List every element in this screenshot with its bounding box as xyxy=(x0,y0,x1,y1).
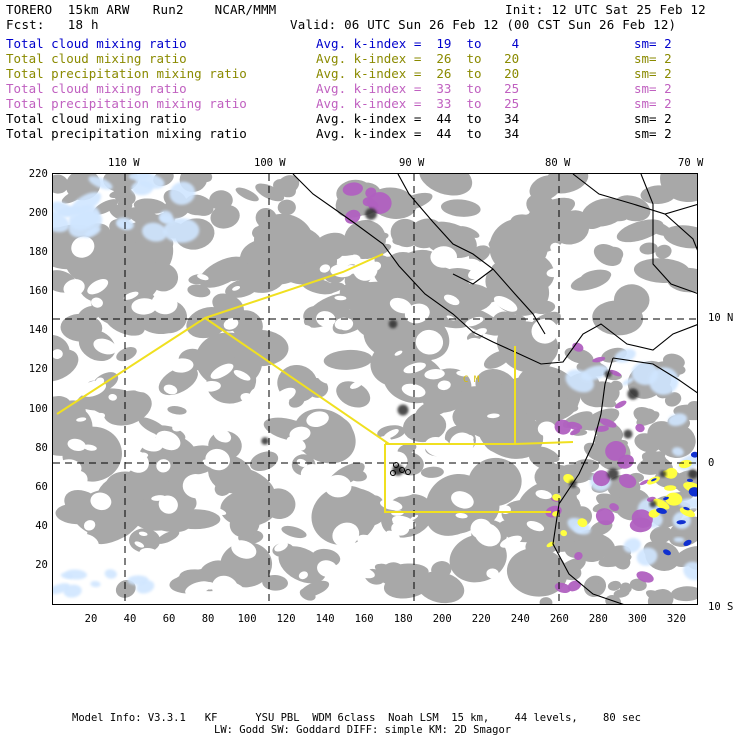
convective-core xyxy=(607,468,619,480)
y-tick-label: 160 xyxy=(28,285,48,298)
y-tick-label: 80 xyxy=(35,441,48,454)
init-time: Init: 12 UTC Sat 25 Feb 12 xyxy=(505,2,706,17)
x-tick-label: 60 xyxy=(162,613,176,625)
y-tick-label: 140 xyxy=(28,324,48,337)
y-tick-label: 20 xyxy=(35,558,48,571)
y-tick-label: 200 xyxy=(28,207,48,220)
x-tick-label: 200 xyxy=(432,613,452,625)
kindex-range: Avg. k-index = 33 to 25 xyxy=(316,96,520,111)
convective-core xyxy=(627,388,638,399)
lat-label: 10 S xyxy=(708,601,734,613)
cloud-patch xyxy=(323,349,373,371)
y-tick-label: 40 xyxy=(35,519,48,532)
x-tick-label: 300 xyxy=(627,613,647,625)
convective-core xyxy=(261,437,269,445)
smoothing: sm= 2 xyxy=(634,36,672,51)
lon-label: 110 W xyxy=(108,157,140,169)
convective-core xyxy=(688,469,698,479)
cloud-patch xyxy=(167,405,187,416)
cloud-patch xyxy=(590,240,625,271)
cloud-patch xyxy=(440,198,481,219)
clear-gap xyxy=(171,545,194,565)
valid-time: Valid: 06 UTC Sun 26 Feb 12 (00 CST Sun 26 Feb 12) xyxy=(290,17,677,32)
lon-label: 80 W xyxy=(545,157,571,169)
clear-gap xyxy=(336,407,347,414)
y-tick-label: 60 xyxy=(35,480,48,493)
lon-label: 100 W xyxy=(254,157,286,169)
smoothing: sm= 2 xyxy=(634,66,672,81)
kindex-range: Avg. k-index = 26 to 20 xyxy=(316,66,520,81)
x-tick-label: 140 xyxy=(315,613,335,625)
lon-label: 90 W xyxy=(399,157,425,169)
field-name: Total cloud mixing ratio xyxy=(6,51,187,66)
x-tick-label: 240 xyxy=(510,613,530,625)
smoothing: sm= 2 xyxy=(634,96,672,111)
convective-core xyxy=(365,208,377,220)
kindex-range: Avg. k-index = 33 to 25 xyxy=(316,81,520,96)
clear-gap xyxy=(56,298,77,314)
x-tick-label: 80 xyxy=(201,613,215,625)
y-tick-label: 120 xyxy=(28,363,48,376)
clear-gap xyxy=(352,405,379,427)
x-tick-label: 220 xyxy=(471,613,491,625)
forecast-map xyxy=(52,173,698,605)
x-tick-label: 120 xyxy=(276,613,296,625)
cloud-patch xyxy=(539,597,552,605)
smoothing: sm= 2 xyxy=(634,81,672,96)
clear-gap xyxy=(203,502,215,508)
clear-gap xyxy=(212,247,231,260)
field-name: Total cloud mixing ratio xyxy=(6,111,187,126)
cloud-patch xyxy=(671,586,698,602)
light-blue-patch xyxy=(90,581,101,588)
lat-label: 10 N xyxy=(708,312,734,324)
field-name: Total precipitation mixing ratio xyxy=(6,66,247,81)
x-tick-label: 280 xyxy=(588,613,608,625)
cloud-patch xyxy=(639,242,658,256)
cloud-patch xyxy=(332,376,374,412)
y-tick-label: 220 xyxy=(28,167,48,180)
lat-label: 0 xyxy=(708,457,715,469)
x-tick-label: 160 xyxy=(354,613,374,625)
convective-core xyxy=(623,429,632,438)
x-tick-label: 260 xyxy=(549,613,569,625)
y-tick-label: 180 xyxy=(28,246,48,259)
cloud-patch xyxy=(421,466,445,478)
convective-core xyxy=(649,500,656,507)
map-canvas xyxy=(53,174,698,605)
field-name: Total precipitation mixing ratio xyxy=(6,126,247,141)
lon-label: 70 W xyxy=(678,157,704,169)
kindex-range: Avg. k-index = 19 to 4 xyxy=(316,36,520,51)
x-tick-label: 40 xyxy=(123,613,137,625)
smoothing: sm= 2 xyxy=(634,51,672,66)
convective-core xyxy=(389,320,398,329)
smoothing: sm= 2 xyxy=(634,111,672,126)
clear-gap xyxy=(253,308,264,313)
forecast-hour: Fcst: 18 h xyxy=(6,17,99,32)
convective-core xyxy=(397,404,408,415)
clear-gap xyxy=(210,539,224,548)
model-info: Model Info: V3.3.1 KF YSU PBL WDM 6class Noah LSM 15 km, 44 levels, 80 sec xyxy=(72,712,641,724)
x-tick-label: 180 xyxy=(393,613,413,625)
cloud-patch xyxy=(114,344,139,364)
model-title: TORERO 15km ARW Run2 NCAR/MMM xyxy=(6,2,277,17)
smoothing: sm= 2 xyxy=(634,126,672,141)
purple-patch xyxy=(593,470,610,486)
physics-info: LW: Godd SW: Goddard DIFF: simple KM: 2D Smagor xyxy=(214,724,512,736)
field-name: Total precipitation mixing ratio xyxy=(6,96,247,111)
field-name: Total cloud mixing ratio xyxy=(6,81,187,96)
field-name: Total cloud mixing ratio xyxy=(6,36,187,51)
x-tick-label: 320 xyxy=(666,613,686,625)
kindex-range: Avg. k-index = 26 to 20 xyxy=(316,51,520,66)
y-tick-label: 100 xyxy=(28,402,48,415)
convective-core xyxy=(660,471,667,478)
x-tick-label: 20 xyxy=(84,613,98,625)
x-tick-label: 100 xyxy=(237,613,257,625)
cloud-patch xyxy=(385,252,422,282)
kindex-range: Avg. k-index = 44 to 34 xyxy=(316,111,520,126)
kindex-range: Avg. k-index = 44 to 34 xyxy=(316,126,520,141)
cloud-patch xyxy=(277,199,296,215)
map-annotation: C M xyxy=(463,375,480,385)
cloud-patch xyxy=(280,524,308,541)
